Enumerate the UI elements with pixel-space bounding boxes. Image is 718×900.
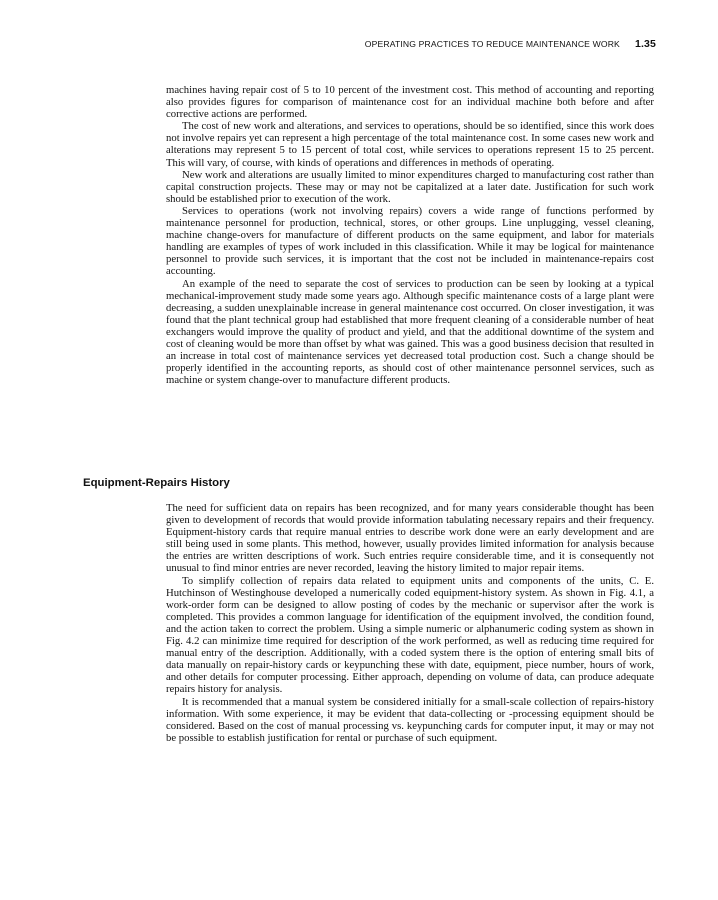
page-number: 1.35 — [634, 38, 656, 50]
paragraph: An example of the need to separate the cost of services to production can be seen by looking at a typical mechanical-improvement study made some years ago. Although specific maintenance costs of a large plant were decreasing, a sudden unexplainable increase in general maintenance cost occurred. On closer investigation, it was found that the plant technical group had established that more frequent cleaning of a considerable number of heat exchangers would improve the quality of product and yield, and that the additional downtime of the system and cost of cleaning would be more than offset by what was gained. This was a good business decision that resulted in an increase in total cost of maintenance services yet decreased total production cost. Such a change should be properly identified in the accounting reports, as should cost of other maintenance personnel services, such as machine or system change-over to manufacture different products. — [166, 277, 654, 387]
paragraph: machines having repair cost of 5 to 10 percent of the investment cost. This method of accounting and reporting also provides figures for comparison of maintenance cost for an individual machine both before and after corrective actions are performed. — [166, 84, 654, 121]
paragraph: New work and alterations are usually limited to minor expenditures charged to manufacturing cost rather than capital construction projects. These may or may not be capitalized at a later date. Justification for such work should be established prior to execution of the work. — [166, 168, 654, 205]
paragraph: The need for sufficient data on repairs has been recognized, and for many years considerable thought has been given to development of records that would provide information tabulating necessary repairs and their frequency. Equipment-history cards that require manual entries to describe work done were an early development and are still being used in some plants. This method, however, usually provides limited information for analysis because the entries are written descriptions of work. Such entries require considerable time, and it is consequently not unusual to find minor entries are never recorded, leaving the history limited to major repair items. — [166, 502, 654, 575]
paragraph: To simplify collection of repairs data related to equipment units and components of the units, C. E. Hutchinson of Westinghouse developed a numerically coded equipment-history system. As shown in Fig. 4.1, a work-order form can be designed to allow posting of codes by the mechanic or supervisor after the work is completed. This provides a common language for identification of the equipment involved, the condition found, and the action taken to correct the problem. Using a simple numeric or alphanumeric coding system as shown in Fig. 4.2 can minimize time required for description of the work performed, as well as reducing time required for manual entry of the description. Additionally, with a coded system there is the option of entering small bits of data manually on repair-history cards or keypunching these with date, equipment, piece number, hours of work, and other details for computer processing. Either approach, depending on volume of data, can produce adequate repairs history for analysis. — [166, 574, 654, 696]
section-heading: Equipment-Repairs History — [83, 477, 230, 489]
paragraph: Services to operations (work not involving repairs) covers a wide range of functions performed by maintenance personnel for production, technical, stores, or other groups. Line unplugging, vessel cleaning, machine change-overs for manufacture of different products on the same equipment, and labor for materials handling are examples of types of work included in this classification. While it may be logical for maintenance personnel to provide such services, it is important that the cost not be included in maintenance-repairs cost accounting. — [166, 204, 654, 278]
running-header — [160, 38, 656, 50]
section-maintenance-cost-text — [166, 84, 654, 386]
running-title: OPERATING PRACTICES TO REDUCE MAINTENANCE WORK — [364, 39, 620, 49]
paragraph: The cost of new work and alterations, and services to operations, should be so identified, since this work does not involve repairs yet can represent a high percentage of the total maintenance cost. In some cases new work and alterations may represent 5 to 15 percent of total cost, while services to operations represent 15 to 25 percent. This will vary, of course, with kinds of operations and differences in methods of operating. — [166, 120, 654, 169]
paragraph: It is recommended that a manual system be considered initially for a small-scale collection of repairs-history information. With some experience, it may be evident that data-collecting or -processing equipment should be considered. Based on the cost of manual processing vs. keypunching cards for computer input, it may or may not be possible to establish justification for rental or purchase of such equipment. — [166, 695, 654, 744]
section-equipment-repairs-history-text — [166, 502, 654, 744]
